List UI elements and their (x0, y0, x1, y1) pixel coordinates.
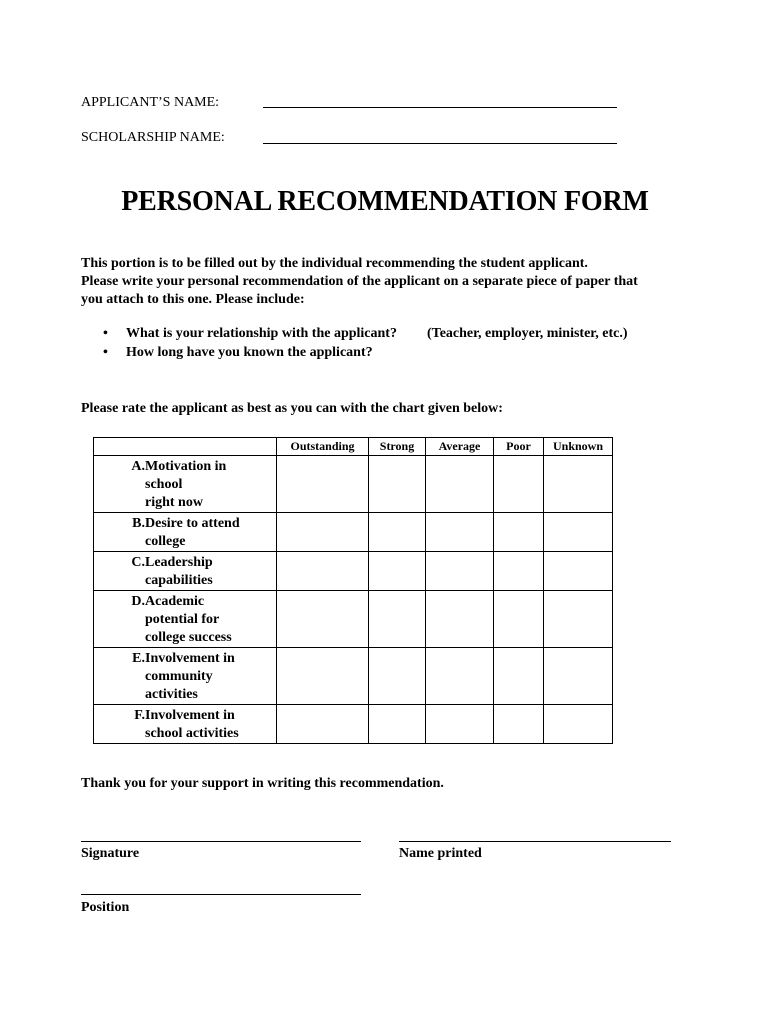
table-header-poor: Poor (494, 438, 544, 456)
criterion-letter: A. (131, 459, 145, 474)
list-item (81, 326, 627, 345)
table-header-strong: Strong (369, 438, 426, 456)
rating-cell[interactable] (369, 705, 426, 744)
rate-prompt: Please rate the applicant as best as you can with the chart given below: (81, 401, 503, 416)
criterion-line: Academic (145, 594, 205, 609)
rating-cell[interactable] (544, 456, 613, 513)
rating-cell[interactable] (277, 456, 369, 513)
criterion-letter: E. (132, 651, 145, 666)
table-row (94, 648, 613, 705)
criterion-line: school (145, 477, 183, 492)
rating-cell[interactable] (494, 591, 544, 648)
rating-cell[interactable] (426, 552, 494, 591)
criterion-line: activities (145, 687, 198, 702)
rating-cell[interactable] (426, 648, 494, 705)
criterion-letter: D. (131, 594, 145, 609)
applicant-name-field[interactable] (263, 107, 617, 108)
table-row (94, 513, 613, 552)
criterion-cell (94, 705, 277, 744)
table-row (94, 552, 613, 591)
form-title: PERSONAL RECOMMENDATION FORM (121, 186, 649, 217)
rating-cell[interactable] (494, 456, 544, 513)
intro-line-2: Please write your personal recommendation of the applicant on a separate piece of paper that (81, 274, 638, 289)
criterion-line: college (145, 534, 186, 549)
rating-cell[interactable] (544, 552, 613, 591)
table-header-outstanding: Outstanding (277, 438, 369, 456)
criterion-cell (94, 513, 277, 552)
criterion-line: Desire to attend (145, 516, 240, 531)
criterion-cell (94, 552, 277, 591)
rating-cell[interactable] (277, 705, 369, 744)
criterion-line: Involvement in (145, 708, 235, 723)
rating-cell[interactable] (277, 591, 369, 648)
criterion-letter: B. (132, 516, 145, 531)
criterion-line: capabilities (145, 573, 213, 588)
criterion-line: school activities (145, 726, 239, 741)
intro-paragraph (81, 255, 721, 309)
bullet-hint: (Teacher, employer, minister, etc.) (426, 326, 628, 341)
rating-cell[interactable] (426, 513, 494, 552)
criterion-line: community (145, 669, 213, 684)
rating-cell[interactable] (494, 648, 544, 705)
rating-cell[interactable] (544, 591, 613, 648)
bullet-text: What is your relationship with the applicant? (126, 326, 397, 341)
criterion-cell (94, 648, 277, 705)
criterion-line: Leadership (145, 555, 213, 570)
rating-cell[interactable] (369, 513, 426, 552)
rating-cell[interactable] (369, 456, 426, 513)
rating-cell[interactable] (426, 591, 494, 648)
name-printed-label: Name printed (399, 846, 482, 861)
rating-cell[interactable] (369, 552, 426, 591)
rating-cell[interactable] (277, 648, 369, 705)
criterion-cell (94, 456, 277, 513)
rating-cell[interactable] (277, 552, 369, 591)
signature-field[interactable] (81, 841, 361, 842)
list-item (81, 345, 627, 364)
rating-cell[interactable] (544, 648, 613, 705)
table-header-criteria (94, 438, 277, 456)
intro-line-1: This portion is to be filled out by the individual recommending the student applicant. (81, 256, 588, 271)
rating-cell[interactable] (426, 456, 494, 513)
position-label: Position (81, 900, 130, 915)
rating-cell[interactable] (369, 648, 426, 705)
rating-table (93, 437, 613, 744)
rating-cell[interactable] (369, 591, 426, 648)
criterion-line: college success (145, 630, 232, 645)
rating-cell[interactable] (494, 513, 544, 552)
table-row (94, 456, 613, 513)
table-header-average: Average (426, 438, 494, 456)
criterion-line: right now (145, 495, 203, 510)
criterion-line: potential for (145, 612, 220, 627)
position-field[interactable] (81, 894, 361, 895)
rating-cell[interactable] (544, 705, 613, 744)
rating-cell[interactable] (426, 705, 494, 744)
scholarship-name-field[interactable] (263, 143, 617, 144)
table-row (94, 591, 613, 648)
signature-label: Signature (81, 846, 140, 861)
table-header-row (94, 438, 613, 456)
criterion-cell (94, 591, 277, 648)
table-row (94, 705, 613, 744)
applicant-name-label: APPLICANT’S NAME: (81, 95, 220, 110)
include-list (81, 326, 627, 364)
name-printed-field[interactable] (399, 841, 671, 842)
bullet-text: How long have you known the applicant? (126, 345, 373, 360)
criterion-line: Involvement in (145, 651, 235, 666)
scholarship-name-label: SCHOLARSHIP NAME: (81, 130, 225, 145)
rating-cell[interactable] (494, 552, 544, 591)
table-header-unknown: Unknown (544, 438, 613, 456)
rating-cell[interactable] (494, 705, 544, 744)
intro-line-3: you attach to this one. Please include: (81, 292, 305, 307)
criterion-line: Motivation in (145, 459, 227, 474)
criterion-letter: F. (134, 708, 145, 723)
rating-cell[interactable] (544, 513, 613, 552)
rating-cell[interactable] (277, 513, 369, 552)
thank-you-text: Thank you for your support in writing this recommendation. (81, 776, 444, 791)
criterion-letter: C. (131, 555, 145, 570)
